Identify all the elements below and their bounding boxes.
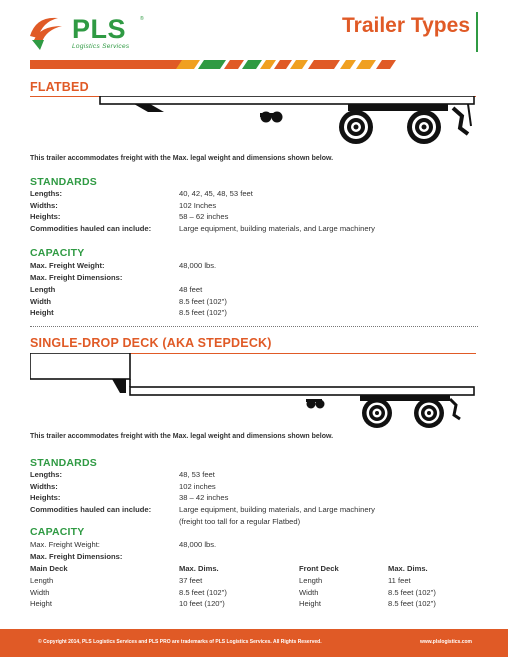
row-label: Max. Freight Dimensions: [30,273,123,282]
row-label: Heights: [30,493,61,502]
row-label: Heights: [30,212,61,221]
row-value: 8.5 feet (102") [179,297,227,306]
row-value: 48,000 lbs. [179,261,217,270]
section-divider [30,326,478,327]
row-value: 38 – 42 inches [179,493,229,502]
stepdeck-standard-row [30,505,480,516]
table-cell: 10 feet (120") [179,599,225,608]
stepdeck-title: SINGLE-DROP DECK (AKA STEPDECK) [30,336,272,350]
row-label: Widths: [30,482,58,491]
stepdeck-intro: This trailer accommodates freight with the Max. legal weight and dimensions shown below. [30,433,334,440]
table-cell: 8.5 feet (102") [179,588,227,597]
row-value: 58 – 62 inches [179,212,229,221]
row-value: 102 inches [179,482,216,491]
row-value: 8.5 feet (102") [179,308,227,317]
flatbed-standard-row [30,212,480,223]
row-label: Lengths: [30,470,63,479]
flatbed-capacity-title: CAPACITY [30,247,85,259]
row-label: Max. Freight Dimensions: [30,552,123,561]
row-value: 48,000 lbs. [179,540,217,549]
flatbed-intro: This trailer accommodates freight with the Max. legal weight and dimensions shown below. [30,155,334,162]
flatbed-trailer-icon [30,96,478,146]
table-cell: Width [299,588,319,597]
logo-name: PLS [72,14,127,44]
table-header-cell: Max. Dims. [179,564,219,573]
flatbed-standard-row [30,189,480,200]
row-value: (freight too tall for a regular Flatbed) [179,517,301,526]
website-link[interactable]: www.plslogistics.com [419,639,472,645]
table-header-cell: Front Deck [299,564,339,573]
table-cell: 8.5 feet (102") [388,588,436,597]
table-row [30,588,480,599]
row-label: Lengths: [30,189,63,198]
page-footer [0,629,508,657]
page-title: Trailer Types [341,14,470,37]
row-value: 40, 42, 45, 48, 53 feet [179,189,253,198]
row-label: Commodities hauled can include: [30,224,152,233]
page-header [0,0,508,70]
row-value: 48, 53 feet [179,470,215,479]
flatbed-capacity-row [30,308,480,319]
table-cell: 37 feet [179,576,203,585]
stepdeck-dims-row [30,552,480,563]
stepdeck-trailer-icon [30,353,478,428]
table-row [30,576,480,587]
row-label: Max. Freight Weight: [30,540,100,549]
row-label: Widths: [30,201,58,210]
header-stripes [30,60,400,70]
logo-trademark: ® [140,16,144,22]
flatbed-standard-row [30,201,480,212]
flatbed-capacity-row [30,285,480,296]
flatbed-standards-title: STANDARDS [30,176,97,188]
flatbed-capacity-row [30,297,480,308]
table-header-cell: Max. Dims. [388,564,428,573]
row-label: Length [30,285,56,294]
table-cell: 11 feet [388,576,411,585]
stepdeck-standard-row [30,482,480,493]
stepdeck-weight-row [30,540,480,551]
flatbed-capacity-row [30,261,480,272]
title-accent-bar [476,12,478,52]
stepdeck-standard-row [30,493,480,504]
row-label: Width [30,297,52,306]
stepdeck-capacity-title: CAPACITY [30,526,85,538]
logo-mark-icon [28,14,68,52]
pls-logo [28,14,148,54]
flatbed-standard-row [30,224,480,235]
row-value: Large equipment, building materials, and Large machinery [179,505,375,514]
copyright-text: © Copyright 2014, PLS Logistics Services and PLS PRO are trademarks of PLS Logistics Services. All Rights Reserved. [38,639,322,645]
row-label: Height [30,308,54,317]
logo-subtitle: Logistics Services [72,43,130,50]
table-cell: Width [30,588,50,597]
row-value: 48 feet [179,285,203,294]
table-cell: Height [299,599,321,608]
table-cell: Height [30,599,52,608]
stepdeck-standard-row [30,470,480,481]
flatbed-title: FLATBED [30,80,89,94]
stepdeck-standards-title: STANDARDS [30,457,97,469]
table-header-cell: Main Deck [30,564,68,573]
row-label: Commodities hauled can include: [30,505,152,514]
table-row [30,599,480,610]
row-value: Large equipment, building materials, and Large machinery [179,224,375,233]
stepdeck-standard-row [30,517,480,528]
table-cell: 8.5 feet (102") [388,599,436,608]
row-label: Max. Freight Weight: [30,261,105,270]
stepdeck-table-header [30,564,480,575]
table-cell: Length [30,576,54,585]
row-value: 102 Inches [179,201,217,210]
table-cell: Length [299,576,323,585]
flatbed-capacity-row [30,273,480,284]
